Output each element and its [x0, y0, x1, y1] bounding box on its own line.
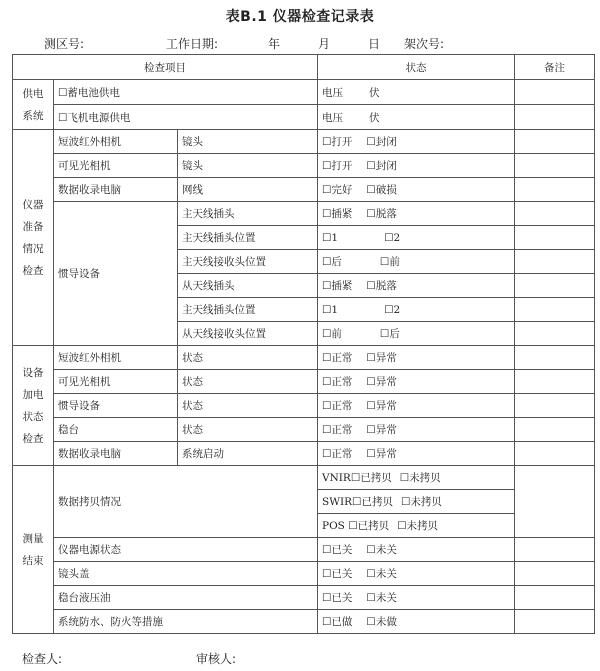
part-cell: 主天线插头位置: [178, 298, 318, 322]
frame-label: 架次号:: [404, 37, 445, 51]
remark-cell: [515, 322, 595, 346]
part-cell: 状态: [178, 346, 318, 370]
remark-cell: [515, 274, 595, 298]
power-status: 电压 伏: [318, 80, 515, 105]
remark-cell: [515, 586, 595, 610]
status-cell: ☐正常 ☐异常: [318, 394, 515, 418]
table-row: [13, 466, 595, 490]
end-item: 镜头盖: [54, 562, 318, 586]
remark-cell: [515, 346, 595, 370]
part-cell: 镜头: [178, 154, 318, 178]
remark-cell: [515, 610, 595, 634]
group-prep: 仪器 准备 情况 检查: [13, 130, 54, 346]
remark-cell: [515, 538, 595, 562]
header-remark: 备注: [515, 55, 595, 80]
remark-cell: [515, 298, 595, 322]
table-row: [13, 130, 595, 154]
remark-cell: [515, 226, 595, 250]
status-cell: ☐已做 ☐未做: [318, 610, 515, 634]
table-row: [13, 346, 595, 370]
table-row: [13, 538, 595, 562]
device-cell: 数据收录电脑: [54, 178, 178, 202]
table-row: [13, 586, 595, 610]
status-cell: ☐已关 ☐未关: [318, 562, 515, 586]
status-cell: ☐已关 ☐未关: [318, 586, 515, 610]
status-cell: ☐正常 ☐异常: [318, 418, 515, 442]
status-cell: SWIR☐已拷贝 ☐未拷贝: [318, 490, 515, 514]
remark-cell: [515, 202, 595, 226]
status-cell: ☐已关 ☐未关: [318, 538, 515, 562]
group-end: 测量 结束: [13, 466, 54, 634]
part-cell: 状态: [178, 394, 318, 418]
part-cell: 状态: [178, 418, 318, 442]
remark-cell: [515, 418, 595, 442]
remark-cell: [515, 442, 595, 466]
table-row: [13, 105, 595, 130]
part-cell: 状态: [178, 370, 318, 394]
power-item: ☐蓄电池供电: [54, 80, 318, 105]
inspector-label: 检查人:: [22, 652, 63, 666]
area-label: 测区号:: [44, 37, 85, 51]
table-row: [13, 418, 595, 442]
date-label: 工作日期:: [166, 37, 219, 51]
device-cell: 短波红外相机: [54, 130, 178, 154]
status-cell: ☐插紧 ☐脱落: [318, 202, 515, 226]
device-cell: 数据收录电脑: [54, 442, 178, 466]
status-cell: ☐正常 ☐异常: [318, 370, 515, 394]
part-cell: 主天线插头位置: [178, 226, 318, 250]
table-row: [13, 562, 595, 586]
inspection-table: [12, 54, 595, 634]
table-row: [13, 178, 595, 202]
remark-cell: [515, 80, 595, 105]
page-title: 表B.1 仪器检查记录表: [225, 9, 375, 25]
device-cell: 短波红外相机: [54, 346, 178, 370]
device-cell-ins: 惯导设备: [54, 202, 178, 346]
remark-cell: [515, 370, 595, 394]
status-cell: ☐正常 ☐异常: [318, 346, 515, 370]
part-cell: 从天线接收头位置: [178, 322, 318, 346]
remark-cell: [515, 394, 595, 418]
status-cell: VNIR☐已拷贝 ☐未拷贝: [318, 466, 515, 490]
device-cell: 可见光相机: [54, 154, 178, 178]
table-header-row: [13, 55, 595, 80]
remark-cell: [515, 154, 595, 178]
status-cell: ☐完好 ☐破损: [318, 178, 515, 202]
status-cell: ☐打开 ☐封闭: [318, 154, 515, 178]
table-row: [13, 80, 595, 105]
day-label: 日: [368, 37, 381, 51]
device-cell: 可见光相机: [54, 370, 178, 394]
power-status: 电压 伏: [318, 105, 515, 130]
remark-cell: [515, 178, 595, 202]
part-cell: 主天线插头: [178, 202, 318, 226]
power-item: ☐飞机电源供电: [54, 105, 318, 130]
copy-item: 数据拷贝情况: [54, 466, 318, 538]
status-cell: POS ☐已拷贝 ☐未拷贝: [318, 514, 515, 538]
header-status: 状态: [318, 55, 515, 80]
part-cell: 镜头: [178, 130, 318, 154]
status-cell: ☐前 ☐后: [318, 322, 515, 346]
remark-cell: [515, 130, 595, 154]
table-row: [13, 154, 595, 178]
remark-cell: [515, 105, 595, 130]
remark-cell: [515, 466, 595, 538]
status-cell: ☐后 ☐前: [318, 250, 515, 274]
part-cell: 系统启动: [178, 442, 318, 466]
table-row: [13, 442, 595, 466]
part-cell: 从天线插头: [178, 274, 318, 298]
end-item: 稳台液压油: [54, 586, 318, 610]
end-item: 系统防水、防火等措施: [54, 610, 318, 634]
device-cell: 惯导设备: [54, 394, 178, 418]
table-row: [13, 394, 595, 418]
header-item: 检查项目: [13, 55, 318, 80]
status-cell: ☐正常 ☐异常: [318, 442, 515, 466]
table-row: [13, 610, 595, 634]
part-cell: 主天线接收头位置: [178, 250, 318, 274]
table-row: [13, 202, 595, 226]
month-label: 月: [318, 37, 331, 51]
status-cell: ☐打开 ☐封闭: [318, 130, 515, 154]
year-label: 年: [268, 37, 281, 51]
group-power-on: 设备 加电 状态 检查: [13, 346, 54, 466]
status-cell: ☐插紧 ☐脱落: [318, 274, 515, 298]
reviewer-label: 审核人:: [196, 652, 237, 666]
remark-cell: [515, 562, 595, 586]
end-item: 仪器电源状态: [54, 538, 318, 562]
status-cell: ☐1 ☐2: [318, 226, 515, 250]
remark-cell: [515, 250, 595, 274]
device-cell: 稳台: [54, 418, 178, 442]
table-row: [13, 370, 595, 394]
part-cell: 网线: [178, 178, 318, 202]
status-cell: ☐1 ☐2: [318, 298, 515, 322]
group-power: 供电 系统: [13, 80, 54, 130]
